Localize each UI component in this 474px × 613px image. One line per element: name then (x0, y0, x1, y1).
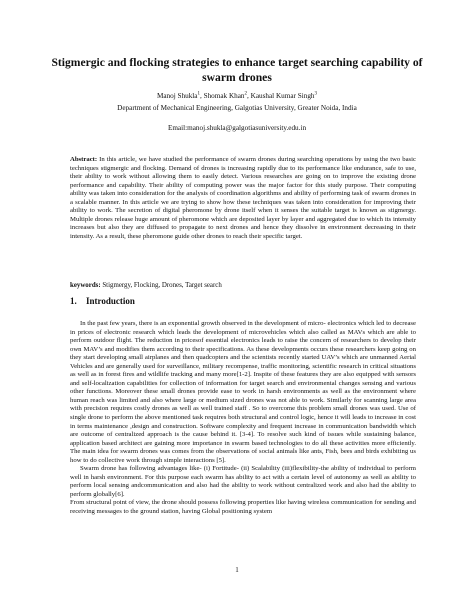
author-affiliation-marker: 2 (244, 91, 248, 97)
abstract (70, 156, 416, 241)
keywords-text: Stigmergy, Flocking, Drones, Target search (100, 282, 222, 289)
body-paragraph: Swarm drone has following advantages like- (i) Fortitude- (ii) Scalability (iii)flexibility-the ability of individual to perform well in harsh environment. For this purpose each swarm has ability to act with a certain level of autonomy as well as ability to perform local sensing andcommunication and also had the ability to work without centralized work and also had the ability to perform globally[6]. (70, 465, 416, 498)
author-affiliation-marker: 3 (314, 91, 318, 97)
abstract-text: In this article, we have studied the performance of swarm drones during searching operations by using the two basic techniques stigmergic and flocking. Demand of drones is increasing rapidly due to its performance like endurance, safe to use, their ability to work without allowing them to easily detect. Various researches are going on to improve the existing drone performance and capability. Their ability of computing power was the major factor for this study purpose. Their computing ability was taken into consideration for the analysis of coordination algorithms and ability of performing task of swarm drones in a scalable manner. In this article we are trying to show how these techniques was taken into consideration for improving their ability to work. The secretion of digital pheromone by drone itself when it senses the suitable target is known as stigmergy. Multiple drones release huge amount of pheromone which are deposited layer by layer and aggregated due to which its intensity increases but also they are diffused to propagate to next drones and hence they dissolve in environment decreasing in their intensity. As a result, these pheromone guide other drones to reach their specific target. (70, 156, 416, 240)
section-number: 1. (70, 296, 77, 306)
author-list: Manoj Shukla$^1$, Shomak Khan$^2$, Kaushal Kumar Singh$^3$ (156, 91, 318, 100)
author-name: Kaushal Kumar Singh (250, 92, 315, 100)
keywords (70, 281, 416, 290)
keywords-label: keywords: (70, 282, 101, 289)
author-name: Shomak Khan (203, 92, 245, 100)
author-affiliation: Department of Mechanical Engineering, Galgotias University, Greater Noida, India (117, 104, 357, 112)
author-affiliation-marker: 1 (197, 91, 200, 97)
author-name: Manoj Shukla (156, 92, 198, 100)
introduction-body (70, 320, 416, 517)
page-number: 1 (235, 566, 239, 574)
section-heading-introduction (70, 296, 135, 307)
body-paragraph: From structural point of view, the drone should possess following properties like having wireless communication for sending and receiving messages to the ground station, having Global positioning system (70, 499, 416, 516)
abstract-label: Abstract: (70, 156, 98, 163)
corresponding-email: Email:manoj.shukla@galgotiasuniversity.edu.in (167, 124, 307, 132)
paper-title: Stigmergic and flocking strategies to enhance target searching capability of swarm drones (51, 56, 423, 84)
body-paragraph: In the past few years, there is an exponential growth observed in the development of micro- electronics which led to decrease in prices of electronic research which leads the development of microvehicles which also called as MAVs which are able to perform outdoor flight. The reduction in pricesof essential electronics leads to raise the concern of researchers to develop their own MAV’s and modifies them according to their specifications. As these developments occurs these researchers keep going on they start developing small airplanes and then quadcopters and the scientists recently started UAV’s which are unmanned Aerial Vehicles and are generally used for surveillance, military recompense, traffic monitoring, scientific research in critical situations as well as in forest fires and wildlife tracking and many more[1-2]. Inspite of these features they are also equipped with sensors and self-localization capabilities for collection of information for target search and environmental changes sensing and various other functions. Moreover these small drones provide ease to work in harsh environments as well as the environment where human reach was limited and also where large or medium sized drones was not able to work. Similarly for scanning large area with precision requires costly drones as well as well trained staff . So to overcome this problem small drones was used. Use of single drone to perform the above mentioned task requires both structural and control logic, hence it will leads to increase in cost in terms maintenance ,design and construction. Software complexity and frequent increase in communication bandwidth which are outcome of centralized approach is the cause behind it. [3-4]. To resolve such kind of issues while sustaining balance, application based architect are gaining more importance in swarm based technologies to do all these activities more efficiently. The main idea for swarm drones was comes from the observations of social animals like ants, Fish, bees and birds exhibiting us how to do collective work through simple interactions [5]. (70, 320, 416, 464)
section-title: Introduction (86, 296, 135, 306)
